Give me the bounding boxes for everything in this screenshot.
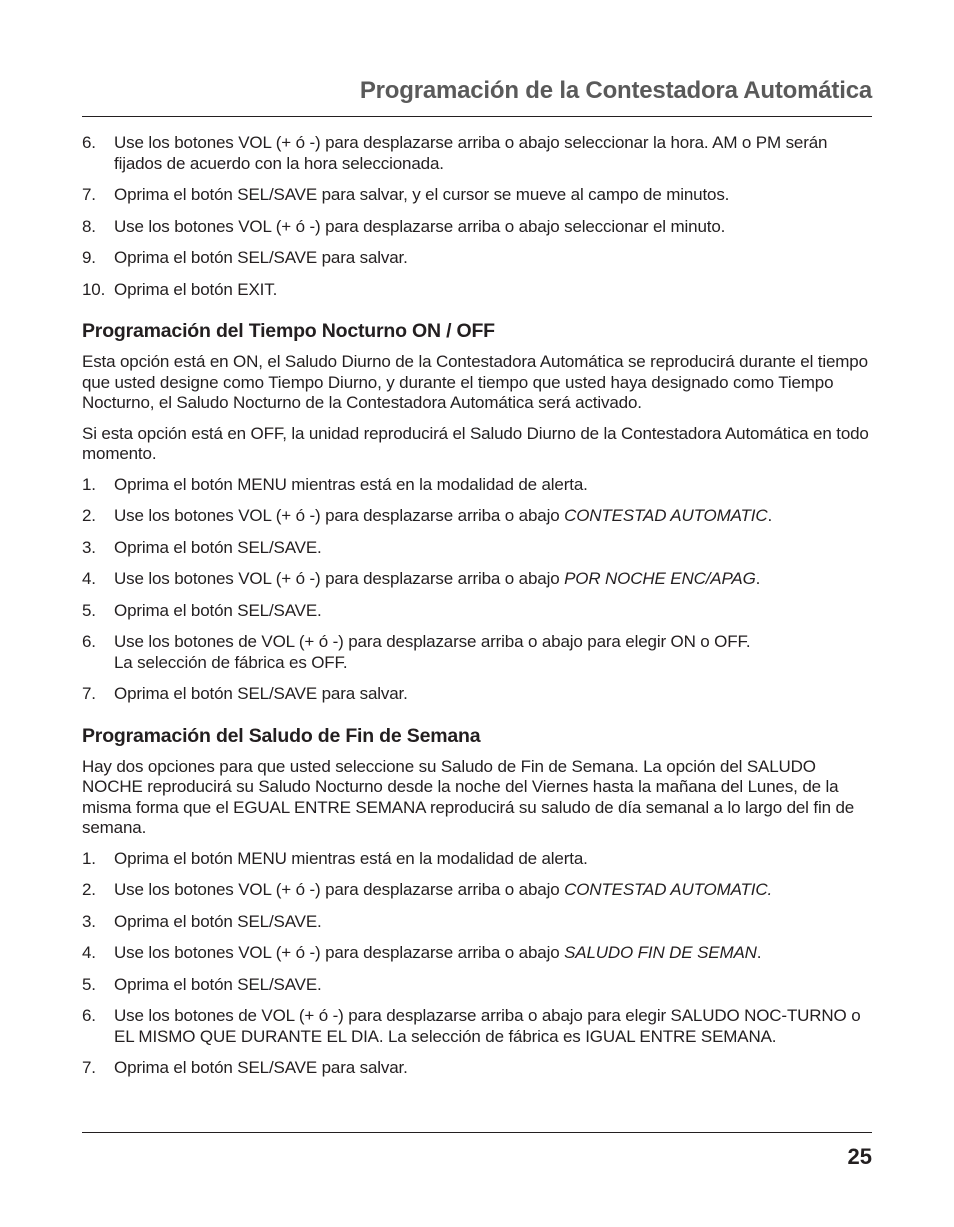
step-text: Use los botones VOL (+ ó -) para desplazarse arriba o abajo seleccionar la hora. AM o PM serán fijados de acuerdo con la hora seleccionada. [114, 133, 828, 173]
list-item [82, 601, 872, 622]
step-text: Use los botones VOL (+ ó -) para desplazarse arriba o abajo CONTESTAD AUTOMATIC. [114, 506, 773, 525]
list-item [82, 538, 872, 559]
menu-option-text: POR NOCHE ENC/APAG [564, 569, 756, 588]
list-item [82, 569, 872, 590]
paragraph: Si esta opción está en OFF, la unidad reproducirá el Saludo Diurno de la Contestadora Automática en todo momento. [82, 423, 869, 463]
step-text: Oprima el botón SEL/SAVE para salvar. [114, 1058, 408, 1077]
step-number: 1. [82, 848, 96, 868]
list-item [82, 133, 872, 174]
page-content [82, 133, 872, 1079]
list-item [82, 880, 872, 901]
step-number: 6. [82, 1006, 96, 1025]
step-number: 7. [82, 684, 96, 703]
list-item [82, 475, 872, 496]
list-item [82, 1006, 872, 1047]
list-item [82, 632, 872, 673]
step-number: 8. [82, 216, 96, 236]
step-number: 10. [82, 279, 106, 299]
weekend-greeting-step-list [82, 849, 872, 1079]
section-heading-night-mode: Programación del Tiempo Nocturno ON / OFF [82, 320, 495, 342]
step-number: 7. [82, 1058, 96, 1077]
step-text: Oprima el botón SEL/SAVE. [114, 600, 322, 620]
step-text: Oprima el botón SEL/SAVE. [114, 911, 322, 931]
step-text: Oprima el botón MENU mientras está en la modalidad de alerta. [114, 848, 588, 868]
step-number: 5. [82, 600, 96, 620]
step-number: 2. [82, 880, 96, 899]
step-number: 6. [82, 632, 96, 651]
night-mode-step-list [82, 475, 872, 705]
step-text: Use los botones de VOL (+ ó -) para desplazarse arriba o abajo para elegir SALUDO NOC-TURNO o EL MISMO QUE DURANTE EL DIA. La selección de fábrica es IGUAL ENTRE SEMANA. [114, 1006, 861, 1046]
page-title: Programación de la Contestadora Automática [359, 77, 872, 104]
list-item [82, 943, 872, 964]
step-number: 5. [82, 974, 96, 994]
step-text: Use los botones VOL (+ ó -) para desplazarse arriba o abajo seleccionar el minuto. [114, 216, 726, 236]
step-number: 4. [82, 569, 96, 588]
step-text: Oprima el botón SEL/SAVE para salvar, y el cursor se mueve al campo de minutos. [114, 185, 730, 204]
step-number: 4. [82, 943, 96, 962]
step-text: Oprima el botón EXIT. [114, 279, 278, 299]
list-item [82, 975, 872, 996]
menu-option-text: CONTESTAD AUTOMATIC [564, 506, 768, 525]
list-item [82, 280, 872, 301]
step-text: Use los botones de VOL (+ ó -) para desplazarse arriba o abajo para elegir ON o OFF. La selección de fábrica es OFF. [114, 632, 751, 672]
continued-step-list [82, 133, 872, 300]
header-divider [82, 116, 872, 117]
page-number: 25 [847, 1144, 872, 1169]
list-item [82, 1058, 872, 1079]
list-item [82, 248, 872, 269]
list-item [82, 684, 872, 705]
step-text: Use los botones VOL (+ ó -) para desplazarse arriba o abajo POR NOCHE ENC/APAG. [114, 569, 761, 588]
section-heading-weekend-greeting: Programación del Saludo de Fin de Semana [82, 724, 481, 747]
footer-divider [82, 1132, 872, 1133]
step-number: 3. [82, 911, 96, 931]
list-item [82, 185, 872, 206]
step-number: 6. [82, 133, 96, 152]
step-number: 3. [82, 537, 96, 557]
paragraph: Hay dos opciones para que usted seleccione su Saludo de Fin de Semana. La opción del SALUDO NOCHE reproducirá su Saludo Nocturno desde la noche del Viernes hasta la mañana del Lunes, de la misma forma que el EGUAL ENTRE SEMANA reproducirá su saludo de día semanal a lo largo del fin de semana. [82, 756, 855, 837]
step-text: Oprima el botón MENU mientras está en la modalidad de alerta. [114, 474, 588, 494]
step-text: Oprima el botón SEL/SAVE para salvar. [114, 248, 408, 267]
step-number: 7. [82, 185, 96, 204]
list-item [82, 849, 872, 870]
step-text: Oprima el botón SEL/SAVE. [114, 974, 322, 994]
step-text: Oprima el botón SEL/SAVE para salvar. [114, 684, 408, 703]
step-number: 1. [82, 474, 96, 494]
list-item [82, 217, 872, 238]
step-text: Use los botones VOL (+ ó -) para desplazarse arriba o abajo CONTESTAD AUTOMATIC. [114, 880, 773, 899]
step-text: Use los botones VOL (+ ó -) para desplazarse arriba o abajo SALUDO FIN DE SEMAN. [114, 943, 762, 962]
step-number: 9. [82, 248, 96, 267]
menu-option-text: CONTESTAD AUTOMATIC. [564, 880, 773, 899]
step-text: Oprima el botón SEL/SAVE. [114, 537, 322, 557]
step-number: 2. [82, 506, 96, 525]
paragraph: Esta opción está en ON, el Saludo Diurno de la Contestadora Automática se reproducirá durante el tiempo que usted designe como Tiempo Diurno, y durante el tiempo que usted haya designado como Tiempo Nocturno, el Saludo Nocturno de la Contestadora Automática será activado. [82, 352, 868, 412]
list-item [82, 912, 872, 933]
list-item [82, 506, 872, 527]
menu-option-text: SALUDO FIN DE SEMAN [564, 943, 757, 962]
